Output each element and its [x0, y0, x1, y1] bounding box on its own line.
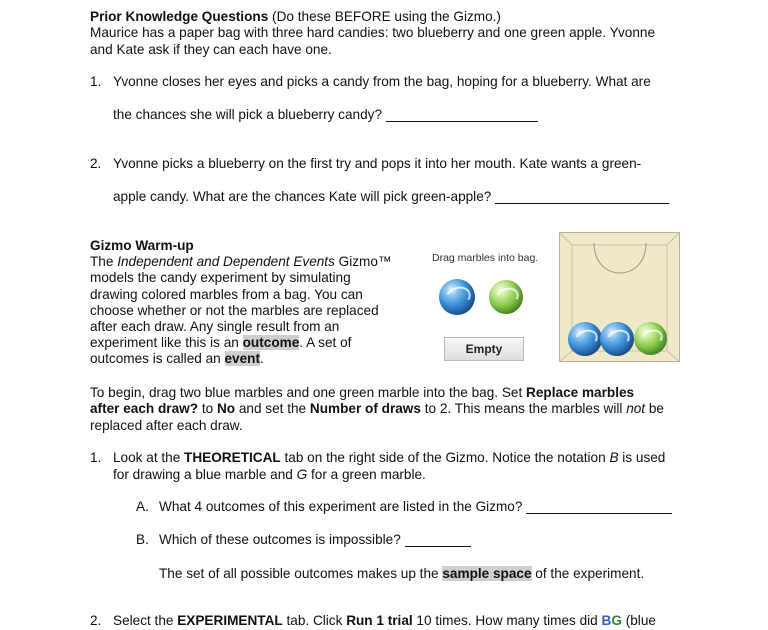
theory-a-text: What 4 outcomes of this experiment are listed in the Gizmo? [159, 499, 523, 514]
theoretical-term: THEORETICAL [184, 450, 281, 465]
run-1-trial-term: Run 1 trial [346, 613, 413, 628]
theory-b-answer-blank[interactable] [405, 532, 471, 547]
prior-intro-line1: Maurice has a paper bag with three hard candies: two blueberry and one green apple. Yvonne [90, 25, 656, 40]
begin-line1: To begin, drag two blue marbles and one green marble into the bag. Set Replace marbles [90, 385, 635, 400]
q1-number: 1. [90, 74, 102, 89]
outcome-term: outcome [242, 335, 300, 350]
bag-blue-marble[interactable] [600, 322, 634, 356]
warmup-line7: outcomes is called an event. [90, 351, 264, 366]
experimental-number: 2. [90, 613, 102, 628]
green-letter: G [611, 613, 622, 628]
theory-a-answer-blank[interactable] [526, 499, 672, 514]
experimental-term: EXPERIMENTAL [177, 613, 283, 628]
warmup-heading: Gizmo Warm-up [90, 238, 194, 253]
q2-line2-wrap [113, 189, 669, 204]
q2-line1: Yvonne picks a blueberry on the first try and pops it into her mouth. Kate wants a green- [113, 156, 642, 171]
q1-answer-blank[interactable] [386, 107, 538, 122]
prior-heading-note: (Do these BEFORE using the Gizmo.) [272, 9, 501, 24]
drag-label: Drag marbles into bag. [432, 252, 539, 264]
experimental-line: Select the EXPERIMENTAL tab. Click Run 1 trial 10 times. How many times did BG (blue [113, 613, 656, 628]
q2-answer-blank[interactable] [495, 189, 669, 204]
warmup-line4: choose whether or not the marbles are replaced [90, 303, 379, 318]
prior-heading-line [90, 9, 501, 24]
empty-button[interactable]: Empty [444, 337, 524, 361]
theory-number: 1. [90, 450, 102, 465]
theory-b-label: B. [136, 532, 149, 547]
event-term: event [224, 351, 261, 366]
prior-intro-line2: and Kate ask if they can each have one. [90, 42, 332, 57]
warmup-line3: drawing colored marbles from a bag. You can [90, 287, 363, 302]
marble-bag[interactable] [559, 232, 680, 362]
blue-letter: B [601, 613, 612, 628]
blue-marble-source[interactable] [439, 279, 475, 315]
theory-line2: for drawing a blue marble and G for a green marble. [113, 467, 426, 482]
theory-a-line [159, 499, 672, 514]
warmup-line1: The Independent and Dependent Events Gizmo™ [90, 254, 392, 269]
q1-line2: the chances she will pick a blueberry candy? [113, 107, 383, 122]
theory-b-text: Which of these outcomes is impossible? [159, 532, 401, 547]
prior-heading: Prior Knowledge Questions [90, 9, 269, 24]
q1-line2-wrap [113, 107, 538, 122]
warmup-line5: after each draw. Any single result from an [90, 319, 340, 334]
theory-a-label: A. [136, 499, 149, 514]
q2-line2: apple candy. What are the chances Kate will pick green-apple? [113, 189, 492, 204]
warmup-line2: models the candy experiment by simulating [90, 270, 351, 285]
green-marble-source[interactable] [489, 280, 523, 314]
q1-line1: Yvonne closes her eyes and picks a candy from the bag, hoping for a blueberry. What are [113, 74, 651, 89]
q2-number: 2. [90, 156, 102, 171]
begin-line3: replaced after each draw. [90, 418, 243, 433]
theory-b-line [159, 532, 471, 547]
begin-line2: after each draw? to No and set the Number of draws to 2. This means the marbles will not be [90, 401, 664, 416]
bag-green-marble[interactable] [634, 322, 667, 355]
sample-space-term: sample space [442, 566, 532, 581]
bag-blue-marble[interactable] [568, 322, 602, 356]
warmup-line6: experiment like this is an outcome. A set of [90, 335, 352, 350]
theory-line1: Look at the THEORETICAL tab on the right side of the Gizmo. Notice the notation B is used [113, 450, 666, 465]
sample-space-line: The set of all possible outcomes makes up the sample space of the experiment. [159, 566, 645, 581]
